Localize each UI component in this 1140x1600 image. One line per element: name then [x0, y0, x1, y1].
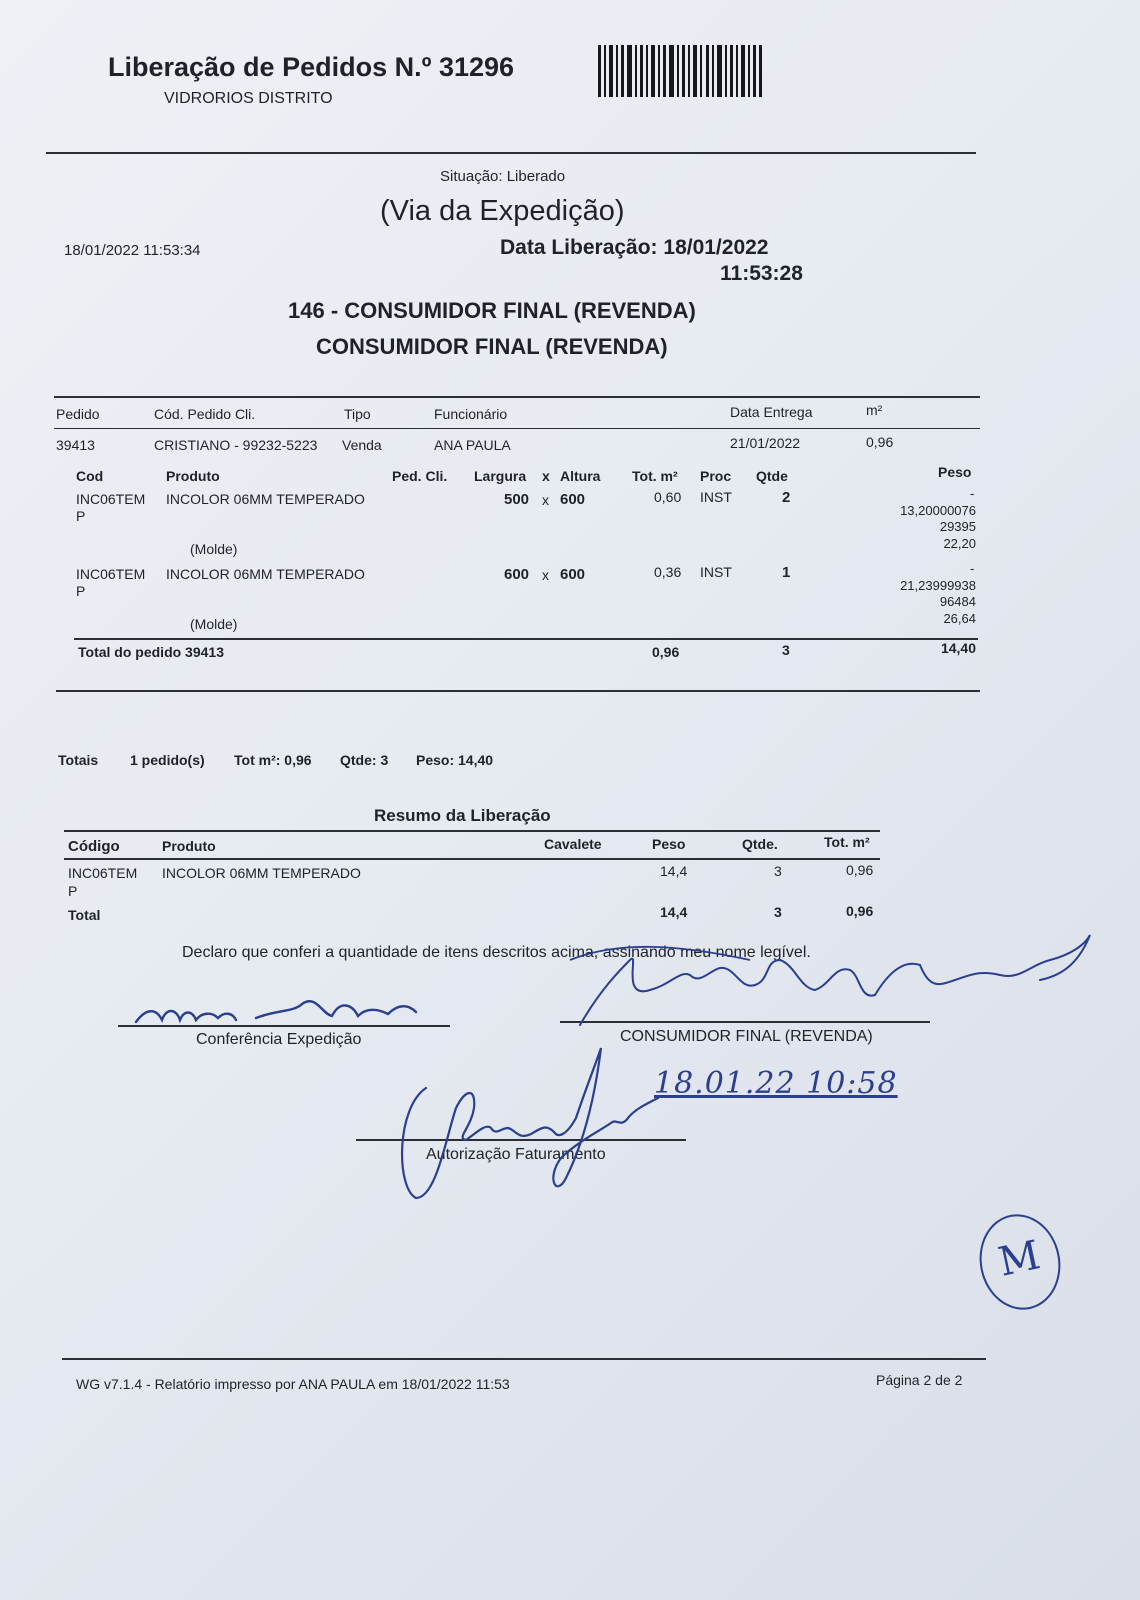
summary-header-rule	[64, 858, 880, 860]
order-m2: 0,96	[866, 434, 894, 450]
items-total-rule	[74, 638, 978, 640]
summary-title: Resumo da Liberação	[374, 806, 551, 825]
conferencia-label: Conferência Expedição	[196, 1031, 362, 1048]
summary-total-tot-m2: 0,96	[846, 903, 874, 919]
item-peso-cont: 29395	[939, 519, 976, 534]
item-qtde: 2	[782, 489, 791, 506]
items-total-peso: 14,40	[940, 640, 976, 656]
item-header-altura: Altura	[560, 468, 601, 484]
summary-qtde: 3	[774, 863, 782, 879]
order-table-top-rule	[54, 396, 980, 398]
item-header-ped-cli: Ped. Cli.	[392, 468, 448, 484]
item-peso-total: 26,64	[943, 611, 976, 626]
totals-label: Totais	[58, 752, 99, 768]
order-data-entrega: 21/01/2022	[730, 435, 801, 451]
item-x: x	[542, 492, 549, 508]
circled-mark	[971, 1207, 1069, 1318]
summary-codigo-cont: P	[68, 883, 78, 899]
summary-header-tot-m2: Tot. m²	[824, 834, 870, 850]
totals-pedidos: 1 pedido(s)	[130, 752, 205, 768]
item-header-tot-m2: Tot. m²	[632, 468, 678, 484]
item-produto: INCOLOR 06MM TEMPERADO	[166, 566, 365, 582]
item-cod: INC06TEM	[76, 566, 146, 582]
copy-label: (Via da Expedição)	[380, 195, 625, 227]
item-proc: INST	[700, 489, 732, 505]
item-header-proc: Proc	[700, 468, 732, 484]
footer-page: Página 2 de 2	[876, 1372, 963, 1388]
item-header-x: x	[542, 468, 550, 484]
summary-produto: INCOLOR 06MM TEMPERADO	[162, 865, 361, 881]
totals-peso: Peso: 14,40	[416, 752, 494, 768]
item-tot-m2: 0,60	[654, 489, 682, 505]
summary-total-qtde: 3	[774, 904, 782, 920]
summary-header-peso: Peso	[652, 836, 686, 852]
declaration-text: Declaro que conferi a quantidade de itens descritos acima, assinando meu nome legível.	[182, 944, 811, 961]
item-tot-m2: 0,36	[654, 564, 682, 580]
company-name: VIDRORIOS DISTRITO	[164, 90, 333, 107]
item-largura: 500	[504, 491, 530, 508]
item-note: (Molde)	[190, 541, 238, 557]
order-pedido: 39413	[56, 437, 95, 453]
summary-total-label: Total	[68, 907, 101, 923]
item-proc: INST	[700, 564, 732, 580]
col-header-data-entrega: Data Entrega	[730, 404, 813, 420]
release-date: Data Liberação: 18/01/2022	[500, 236, 769, 259]
item-peso-cont: 96484	[939, 594, 976, 609]
order-cod-pedido-cli: CRISTIANO - 99232-5223	[154, 437, 318, 453]
summary-tot-m2: 0,96	[846, 862, 874, 878]
summary-header-produto: Produto	[162, 838, 216, 854]
col-header-m2: m²	[866, 402, 883, 418]
item-produto: INCOLOR 06MM TEMPERADO	[166, 491, 365, 507]
summary-peso: 14,4	[660, 863, 688, 879]
totals-tot-m2: Tot m²: 0,96	[234, 752, 312, 768]
items-total-qtde: 3	[782, 642, 790, 658]
summary-codigo: INC06TEM	[68, 865, 138, 881]
item-peso-dash: -	[970, 561, 975, 576]
conferencia-signature	[126, 990, 426, 1035]
item-note: (Molde)	[190, 616, 238, 632]
document-title: Liberação de Pedidos N.º 31296	[108, 52, 515, 82]
item-peso-total: 22,20	[943, 536, 976, 551]
footer-rule	[62, 1358, 986, 1360]
status-label: Situação: Liberado	[440, 168, 566, 185]
handwritten-date: 18.01.22 10:58	[654, 1066, 898, 1101]
items-total-m2: 0,96	[652, 644, 680, 660]
item-header-cod: Cod	[76, 468, 104, 484]
item-peso-dash: -	[970, 486, 975, 501]
item-x: x	[542, 567, 549, 583]
release-time: 11:53:28	[720, 262, 803, 285]
item-peso: 21,23999938	[900, 578, 976, 593]
item-altura: 600	[560, 566, 586, 583]
barcode	[598, 45, 762, 97]
order-table-header-rule	[54, 428, 980, 429]
header-divider	[46, 152, 976, 154]
col-header-tipo: Tipo	[344, 406, 371, 422]
client-name-line1: 146 - CONSUMIDOR FINAL (REVENDA)	[288, 298, 696, 323]
consumidor-signature	[560, 930, 1100, 1045]
item-cod-cont: P	[76, 583, 86, 599]
printed-datetime: 18/01/2022 11:53:34	[64, 242, 201, 259]
order-tipo: Venda	[342, 437, 382, 453]
items-total-label: Total do pedido 39413	[78, 644, 224, 660]
totals-qtde: Qtde: 3	[340, 752, 389, 768]
circled-mark-letter: M	[994, 1232, 1045, 1286]
item-peso: 13,20000076	[900, 503, 976, 518]
summary-total-peso: 14,4	[660, 904, 688, 920]
item-largura: 600	[504, 566, 530, 583]
col-header-cod-pedido-cli: Cód. Pedido Cli.	[154, 406, 256, 422]
consumidor-label: CONSUMIDOR FINAL (REVENDA)	[620, 1028, 873, 1045]
client-name-line2: CONSUMIDOR FINAL (REVENDA)	[316, 334, 668, 359]
footer-printed-by: WG v7.1.4 - Relatório impresso por ANA PAULA em 18/01/2022 11:53	[76, 1376, 510, 1392]
summary-top-rule	[64, 830, 880, 832]
order-funcionario: ANA PAULA	[434, 437, 511, 453]
autorizacao-signature	[396, 1048, 696, 1213]
summary-header-qtde: Qtde.	[742, 836, 778, 852]
item-qtde: 1	[782, 564, 791, 581]
items-bottom-rule	[56, 690, 980, 692]
autorizacao-label: Autorização Faturamento	[426, 1146, 606, 1163]
item-header-qtde: Qtde	[756, 468, 788, 484]
summary-header-cavalete: Cavalete	[544, 836, 602, 852]
item-header-largura: Largura	[474, 468, 527, 484]
col-header-funcionario: Funcionário	[434, 406, 508, 422]
item-header-produto: Produto	[166, 468, 220, 484]
item-cod: INC06TEM	[76, 491, 146, 507]
summary-header-codigo: Código	[68, 838, 120, 855]
item-cod-cont: P	[76, 508, 86, 524]
item-header-peso: Peso	[938, 464, 972, 480]
item-altura: 600	[560, 491, 586, 508]
col-header-pedido: Pedido	[56, 406, 100, 422]
